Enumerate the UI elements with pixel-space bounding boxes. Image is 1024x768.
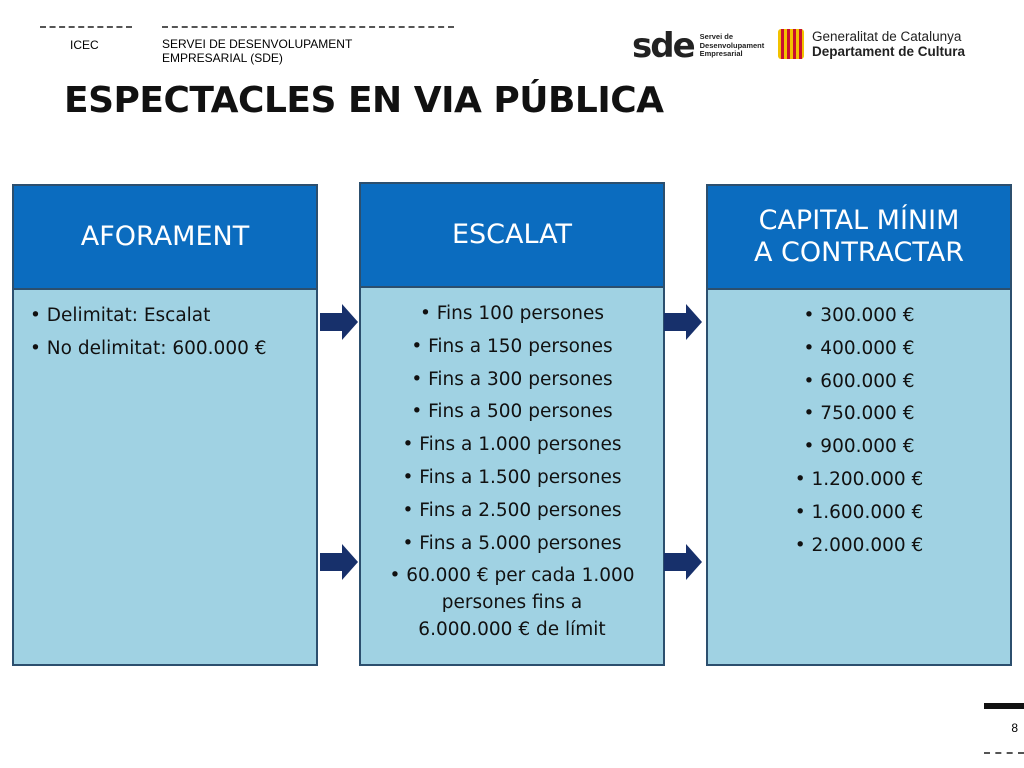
capital-body xyxy=(706,290,1012,666)
list-item: • Fins a 1.000 persones xyxy=(402,434,622,456)
header-divider-right xyxy=(162,26,454,28)
capital-heading xyxy=(706,184,1012,290)
slide-title: ESPECTACLES EN VIA PÚBLICA xyxy=(64,80,664,121)
page-number-bar xyxy=(984,703,1024,709)
list-item: • 1.200.000 € xyxy=(794,468,924,490)
list-item: • Fins 100 persones xyxy=(419,303,605,324)
org-service-line-1: SERVEI DE DESENVOLUPAMENT xyxy=(162,37,353,51)
aforament-list xyxy=(30,300,308,366)
sde-logo xyxy=(632,26,764,66)
arrow-right-icon xyxy=(320,302,360,342)
escalat-column xyxy=(359,182,665,666)
escalat-heading: ESCALAT xyxy=(359,182,665,288)
sde-sub-line-3: Empresarial xyxy=(699,49,743,59)
capital-heading-line-1: CAPITAL MÍNIM xyxy=(758,205,960,236)
capital-list xyxy=(716,300,1002,562)
per-thousand-line-1: • 60.000 € per cada 1.000 xyxy=(389,565,635,587)
sde-logo-mark: sde xyxy=(632,26,694,66)
list-item: • 750.000 € xyxy=(803,403,915,425)
generalitat-text xyxy=(812,29,965,59)
per-thousand-line-3: 6.000.000 € de límit xyxy=(418,619,606,641)
generalitat-name: Generalitat de Catalunya xyxy=(812,29,962,44)
escalat-body xyxy=(359,288,665,666)
sde-logo-subtitle xyxy=(700,33,765,59)
arrow-right-icon xyxy=(320,542,360,582)
list-item: • Fins a 5.000 persones xyxy=(402,532,622,554)
catalan-flag-icon xyxy=(778,29,804,59)
list-item: • 900.000 € xyxy=(803,436,915,458)
footer-divider xyxy=(984,752,1024,754)
list-item: • 1.600.000 € xyxy=(794,501,924,523)
header-divider-left xyxy=(40,26,132,28)
arrow-right-icon xyxy=(664,542,704,582)
list-item: • Delimitat: Escalat xyxy=(30,305,211,326)
list-item: • Fins a 300 persones xyxy=(411,368,613,390)
per-thousand-line-2: persones fins a xyxy=(441,592,583,614)
generalitat-logo xyxy=(778,29,965,59)
list-item: • 600.000 € xyxy=(803,370,915,392)
sde-sub-line-1: Servei de xyxy=(699,32,733,42)
list-item: • 2.000.000 € xyxy=(794,534,924,556)
aforament-body xyxy=(12,290,318,666)
department-name: Departament de Cultura xyxy=(812,44,966,59)
list-item: • 300.000 € xyxy=(803,305,915,326)
capital-column xyxy=(706,184,1012,666)
capital-heading-line-2: A CONTRACTAR xyxy=(754,237,964,268)
list-item: • Fins a 2.500 persones xyxy=(402,499,622,521)
list-item: • Fins a 1.500 persones xyxy=(402,466,622,488)
page-number: 8 xyxy=(1011,721,1018,735)
list-item: • No delimitat: 600.000 € xyxy=(30,337,267,359)
org-service-line-2: EMPRESARIAL (SDE) xyxy=(162,51,283,65)
list-item: • Fins a 150 persones xyxy=(411,335,613,357)
sde-sub-line-2: Desenvolupament xyxy=(699,40,765,50)
list-item: • Fins a 500 persones xyxy=(411,401,613,423)
aforament-column xyxy=(12,184,318,666)
list-item: • 400.000 € xyxy=(803,337,915,359)
escalat-list xyxy=(369,298,655,643)
aforament-heading: AFORAMENT xyxy=(12,184,318,290)
arrow-right-icon xyxy=(664,302,704,342)
org-short-label: ICEC xyxy=(70,38,99,52)
list-item-per-thousand xyxy=(369,562,655,643)
org-service-label xyxy=(162,37,352,65)
